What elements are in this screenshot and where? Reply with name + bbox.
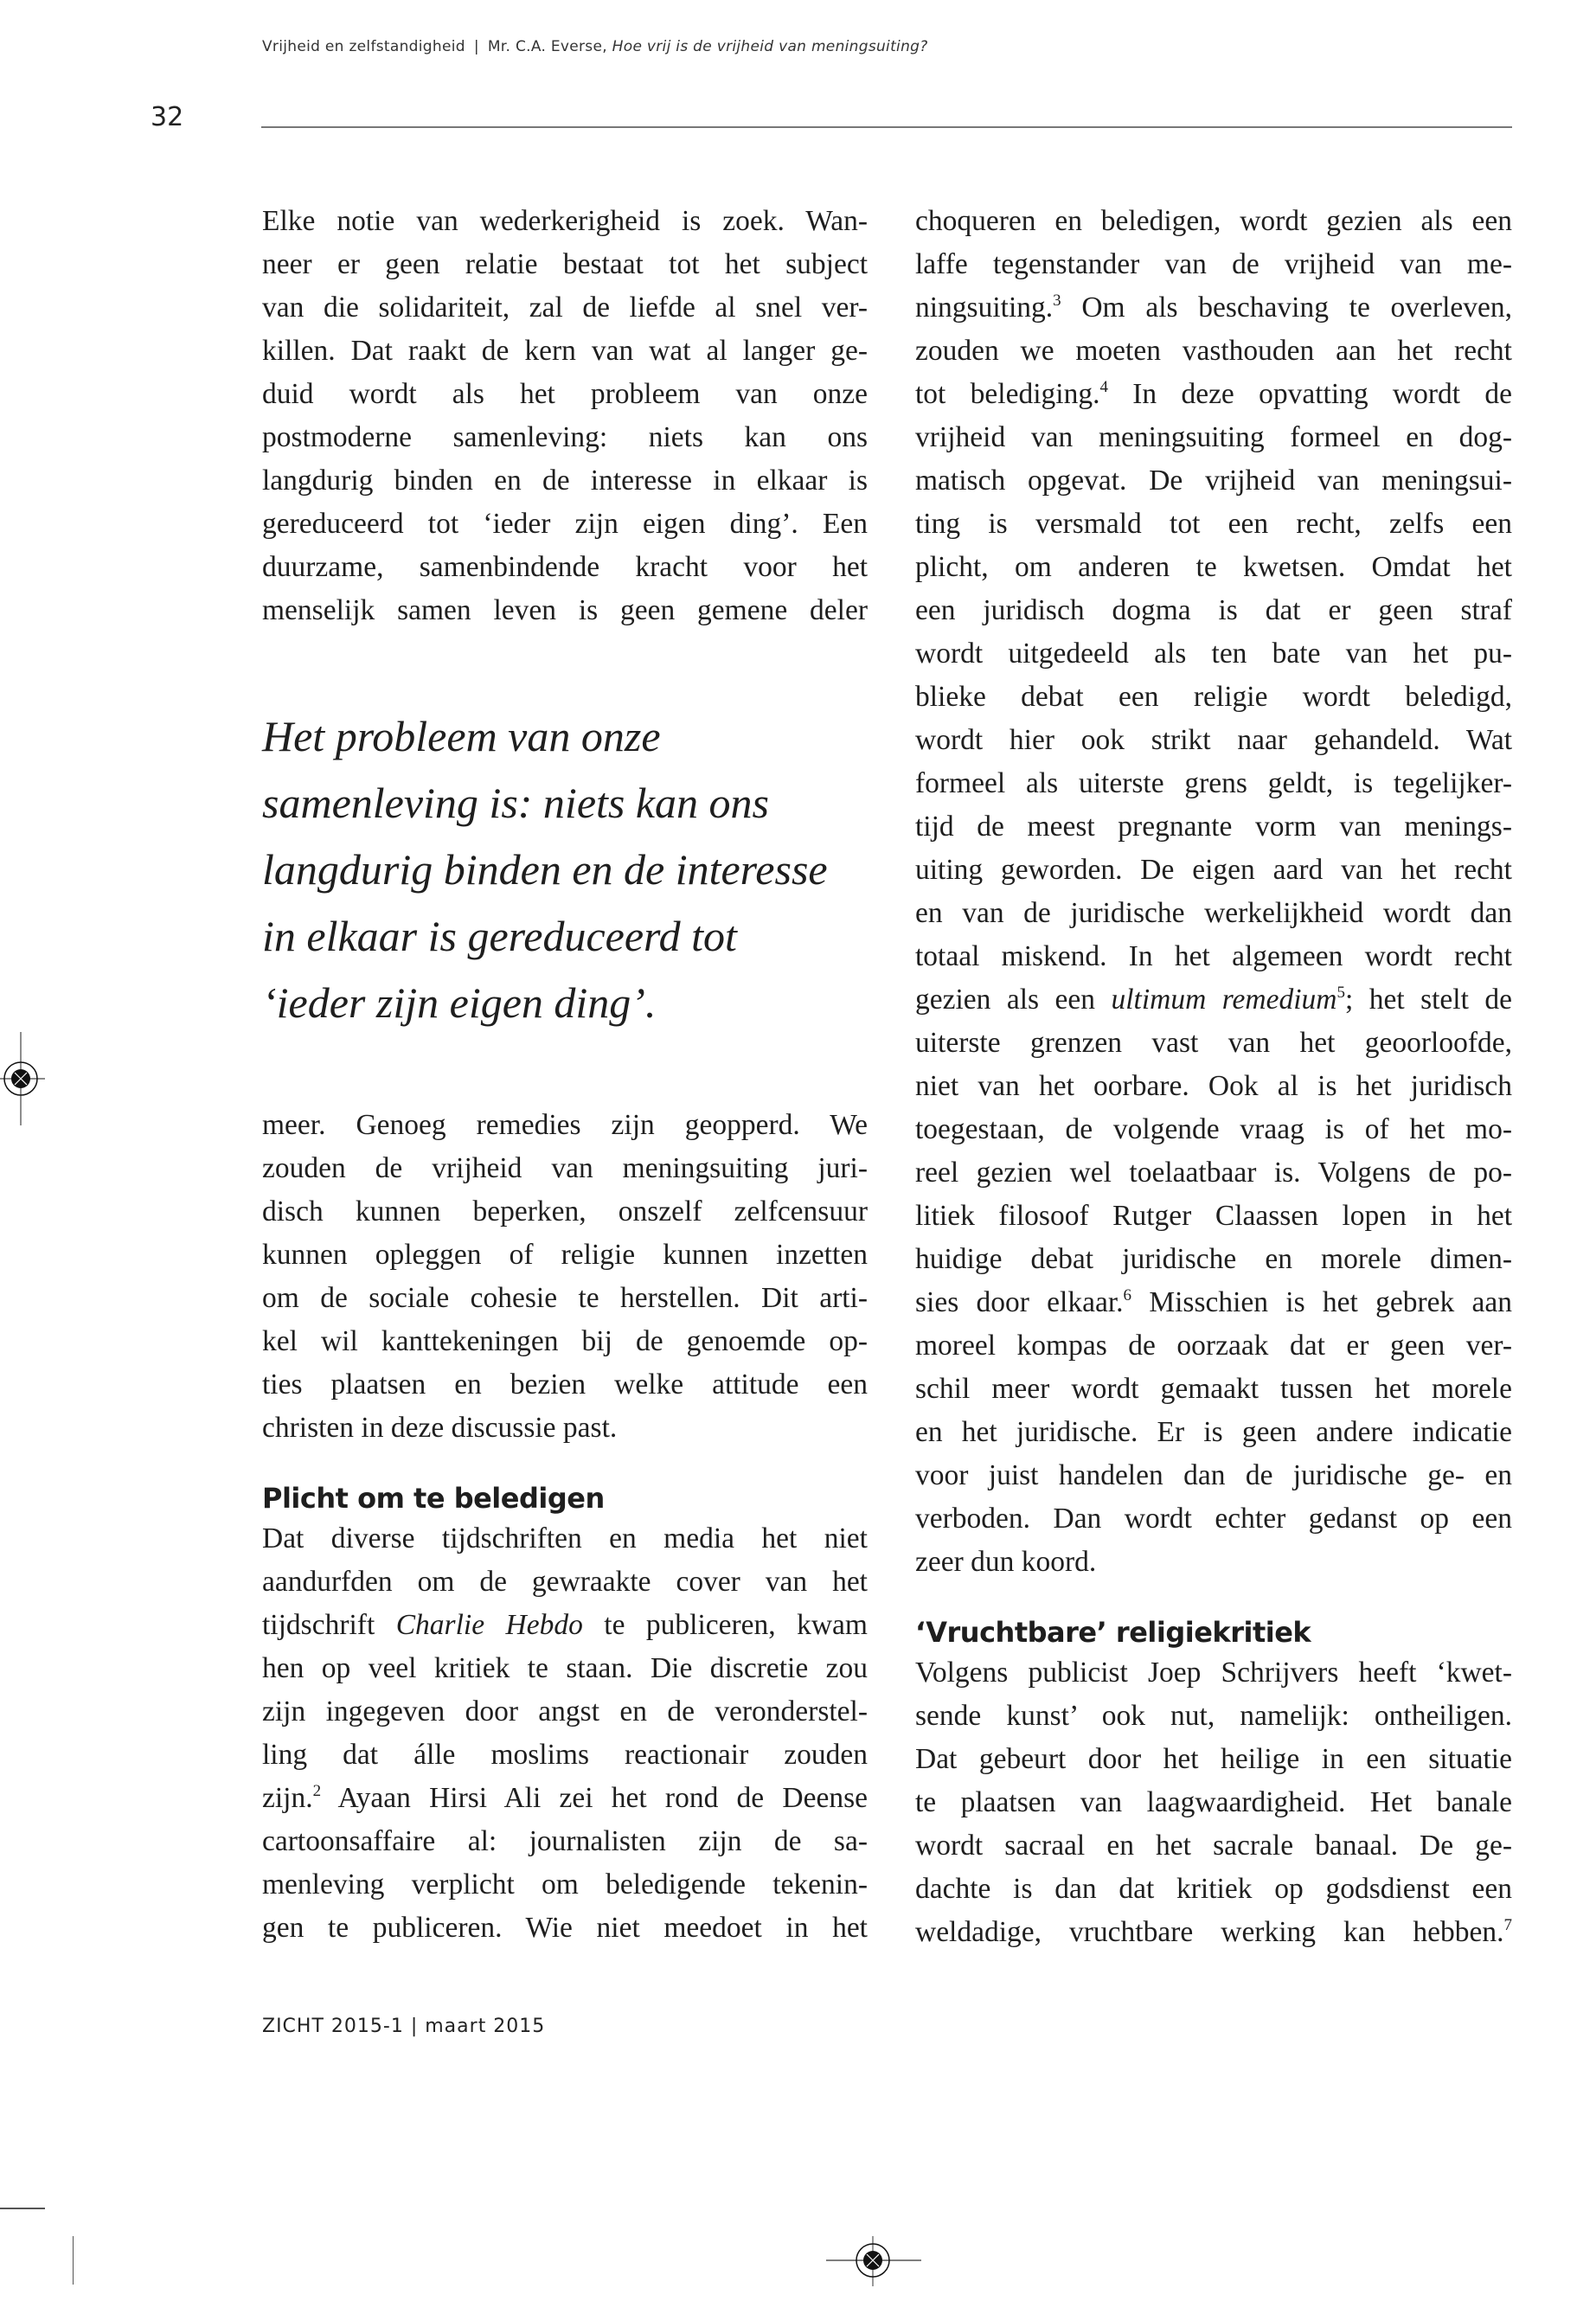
text-line: blieke debat een religie wordt beledigd, — [915, 681, 1512, 713]
footnote-ref[interactable]: 3 — [1053, 292, 1061, 310]
footer-separator: | — [410, 2016, 419, 2037]
text-span: weldadige, vruchtbare werking kan hebben. — [915, 1916, 1504, 1948]
text-line: duid wordt als het probleem van onze — [262, 378, 868, 410]
paragraph — [262, 200, 868, 632]
text-line: verboden. Dan wordt echter gedanst op een — [915, 1503, 1512, 1535]
text-line: wordt hier ook strikt naar gehandeld. Wat — [915, 724, 1512, 756]
text-line: killen. Dat raakt de kern van wat al langer ge- — [262, 335, 868, 367]
crop-mark-vertical — [73, 2236, 74, 2285]
text-line: zeer dun koord. — [915, 1546, 1097, 1578]
text-line: te plaatsen van laagwaardigheid. Het banale — [915, 1786, 1512, 1818]
running-head — [262, 38, 928, 55]
text-line: disch kunnen beperken, onszelf zelfcensuur — [262, 1195, 868, 1227]
footnote-ref[interactable]: 2 — [312, 1782, 322, 1800]
paragraph — [915, 200, 1512, 1584]
text-span: ; het stelt de — [1344, 984, 1512, 1016]
text-span: In deze opvatting wordt de — [1107, 378, 1513, 410]
italic-term: ultimum remedium — [1111, 984, 1337, 1016]
text-line: kel wil kanttekeningen bij de genoemde op- — [262, 1325, 868, 1357]
section-heading: ‘Vruchtbare’ religiekritiek — [915, 1616, 1311, 1649]
pull-quote-line: ‘ieder zijn eigen ding’. — [262, 978, 657, 1027]
text-line: postmoderne samenleving: niets kan ons — [262, 421, 868, 453]
text-line: uiterste grenzen vast van het geoorloofde, — [915, 1027, 1512, 1059]
right-column — [915, 200, 1512, 1954]
text-line: uiting geworden. De eigen aard van het recht — [915, 854, 1512, 886]
text-span: tijdschrift — [262, 1609, 396, 1641]
text-line: sende kunst’ ook nut, namelijk: ontheiligen. — [915, 1700, 1512, 1732]
text-span: ningsuiting. — [915, 292, 1054, 324]
text-line: zijn ingegeven door angst en de veronderstel- — [262, 1695, 868, 1727]
text-span: gezien als een — [915, 984, 1112, 1016]
running-head-section: Vrijheid en zelfstandigheid — [262, 38, 465, 55]
text-line — [915, 286, 1512, 330]
text-line: Elke notie van wederkerigheid is zoek. Wan- — [262, 205, 868, 237]
text-line: ties plaatsen en bezien welke attitude een — [262, 1368, 868, 1400]
text-line — [915, 1281, 1512, 1324]
text-span: sies door elkaar. — [915, 1286, 1124, 1318]
text-line — [915, 373, 1512, 416]
text-line: matisch opgevat. De vrijheid van meningsui- — [915, 465, 1512, 497]
text-line: formeel als uiterste grens geldt, is tegelijker- — [915, 767, 1512, 799]
text-line: meer. Genoeg remedies zijn geopperd. We — [262, 1109, 868, 1141]
footnote-ref[interactable]: 6 — [1123, 1286, 1132, 1304]
text-line: neer er geen relatie bestaat tot het subject — [262, 248, 868, 280]
text-line: Dat gebeurt door het heilige in een situatie — [915, 1743, 1512, 1775]
text-line — [262, 1604, 868, 1647]
text-line: vrijheid van meningsuiting formeel en dog- — [915, 421, 1512, 453]
text-line: aandurfden om de gewraakte cover van het — [262, 1566, 868, 1598]
text-line: langdurig binden en de interesse in elkaar is — [262, 465, 868, 497]
text-line: wordt sacraal en het sacrale banaal. De ge- — [915, 1830, 1512, 1862]
text-line: huidige debat juridische en morele dimen- — [915, 1243, 1512, 1275]
paragraph — [915, 1651, 1512, 1954]
text-line: dachte is dan dat kritiek op godsdienst een — [915, 1873, 1512, 1905]
text-line: voor juist handelen dan de juridische ge- en — [915, 1459, 1512, 1491]
text-line: een juridisch dogma is dat er geen straf — [915, 594, 1512, 626]
text-line: niet van het oorbare. Ook al is het juridisch — [915, 1070, 1512, 1102]
text-line: menselijk samen leven is geen gemene deler — [262, 594, 868, 626]
text-line: duurzame, samenbindende kracht voor het — [262, 551, 868, 583]
text-line: choqueren en beledigen, wordt gezien als een — [915, 205, 1512, 237]
text-span: Ayaan Hirsi Ali zei het rond de Deense — [321, 1782, 868, 1814]
footnote-ref[interactable]: 5 — [1336, 984, 1345, 1002]
footer-date: maart 2015 — [425, 2016, 546, 2037]
running-head-author: Mr. C.A. Everse, — [487, 38, 607, 55]
text-span: Misschien is het gebrek aan — [1131, 1286, 1512, 1318]
text-line: moreel kompas de oorzaak dat er geen ver- — [915, 1330, 1512, 1362]
page-number: 32 — [151, 102, 184, 132]
text-line: plicht, om anderen te kwetsen. Omdat het — [915, 551, 1512, 583]
left-column — [262, 200, 868, 1950]
running-head-separator: | — [473, 38, 479, 55]
pull-quote-line: in elkaar is gereduceerd tot — [262, 912, 737, 960]
text-line — [262, 1777, 868, 1820]
crop-mark-horizontal — [0, 2208, 45, 2209]
text-line: en van de juridische werkelijkheid wordt dan — [915, 897, 1512, 929]
text-line: hen op veel kritiek te staan. Die discretie zou — [262, 1652, 868, 1684]
text-span: tot belediging. — [915, 378, 1100, 410]
text-line — [915, 978, 1512, 1022]
paragraph — [262, 1104, 868, 1450]
text-line: gereduceerd tot ‘ieder zijn eigen ding’. Een — [262, 508, 868, 540]
registration-mark-icon — [0, 1032, 47, 1125]
text-line: om de sociale cohesie te herstellen. Dit arti- — [262, 1282, 868, 1314]
text-line: litiek filosoof Rutger Claassen lopen in het — [915, 1200, 1512, 1232]
footer — [262, 2016, 545, 2037]
running-head-title: Hoe vrij is de vrijheid van meningsuiting? — [612, 38, 928, 55]
text-line: cartoonsaffaire al: journalisten zijn de sa- — [262, 1825, 868, 1857]
registration-mark-icon — [826, 2236, 921, 2286]
italic-title: Charlie Hebdo — [395, 1609, 583, 1641]
text-line: laffe tegenstander van de vrijheid van me- — [915, 248, 1512, 280]
text-line: kunnen opleggen of religie kunnen inzetten — [262, 1239, 868, 1271]
text-line: wordt uitgedeeld als ten bate van het pu- — [915, 638, 1512, 670]
paragraph — [262, 1517, 868, 1950]
footer-journal: ZICHT 2015-1 — [262, 2016, 404, 2037]
pull-quote-line: Het probleem van onze — [262, 712, 661, 760]
text-line: reel gezien wel toelaatbaar is. Volgens de po- — [915, 1157, 1512, 1189]
section-heading: Plicht om te beledigen — [262, 1482, 605, 1515]
text-line: tijd de meest pregnante vorm van menings- — [915, 811, 1512, 843]
text-line: schil meer wordt gemaakt tussen het morele — [915, 1373, 1512, 1405]
text-line: Dat diverse tijdschriften en media het niet — [262, 1522, 868, 1554]
pull-quote-line: langdurig binden en de interesse — [262, 845, 828, 894]
text-line: Volgens publicist Joep Schrijvers heeft ‘kwet- — [915, 1657, 1512, 1689]
pull-quote-line: samenleving is: niets kan ons — [262, 779, 770, 827]
text-line: zouden we moeten vasthouden aan het recht — [915, 335, 1512, 367]
text-line: gen te publiceren. Wie niet meedoet in het — [262, 1912, 868, 1944]
text-line: en het juridische. Er is geen andere indicatie — [915, 1416, 1512, 1448]
text-span: te publiceren, kwam — [582, 1609, 868, 1641]
text-line — [915, 1911, 1512, 1954]
footnote-ref[interactable]: 7 — [1503, 1916, 1512, 1934]
text-line: totaal miskend. In het algemeen wordt recht — [915, 940, 1512, 972]
text-span: Om als beschaving te overleven, — [1061, 292, 1512, 324]
text-span: zijn. — [262, 1782, 313, 1814]
text-line: christen in deze discussie past. — [262, 1412, 618, 1444]
text-line: van die solidariteit, zal de liefde al snel ver- — [262, 292, 868, 324]
text-line: ting is versmald tot een recht, zelfs een — [915, 508, 1512, 540]
text-line: toegestaan, de volgende vraag is of het mo- — [915, 1113, 1512, 1145]
text-line: zouden de vrijheid van meningsuiting juri- — [262, 1152, 868, 1184]
pull-quote — [262, 703, 868, 1036]
text-line: menleving verplicht om beledigende tekenin- — [262, 1868, 868, 1900]
text-line: ling dat álle moslims reactionair zouden — [262, 1739, 868, 1771]
header-rule — [261, 126, 1512, 128]
footnote-ref[interactable]: 4 — [1099, 378, 1108, 396]
